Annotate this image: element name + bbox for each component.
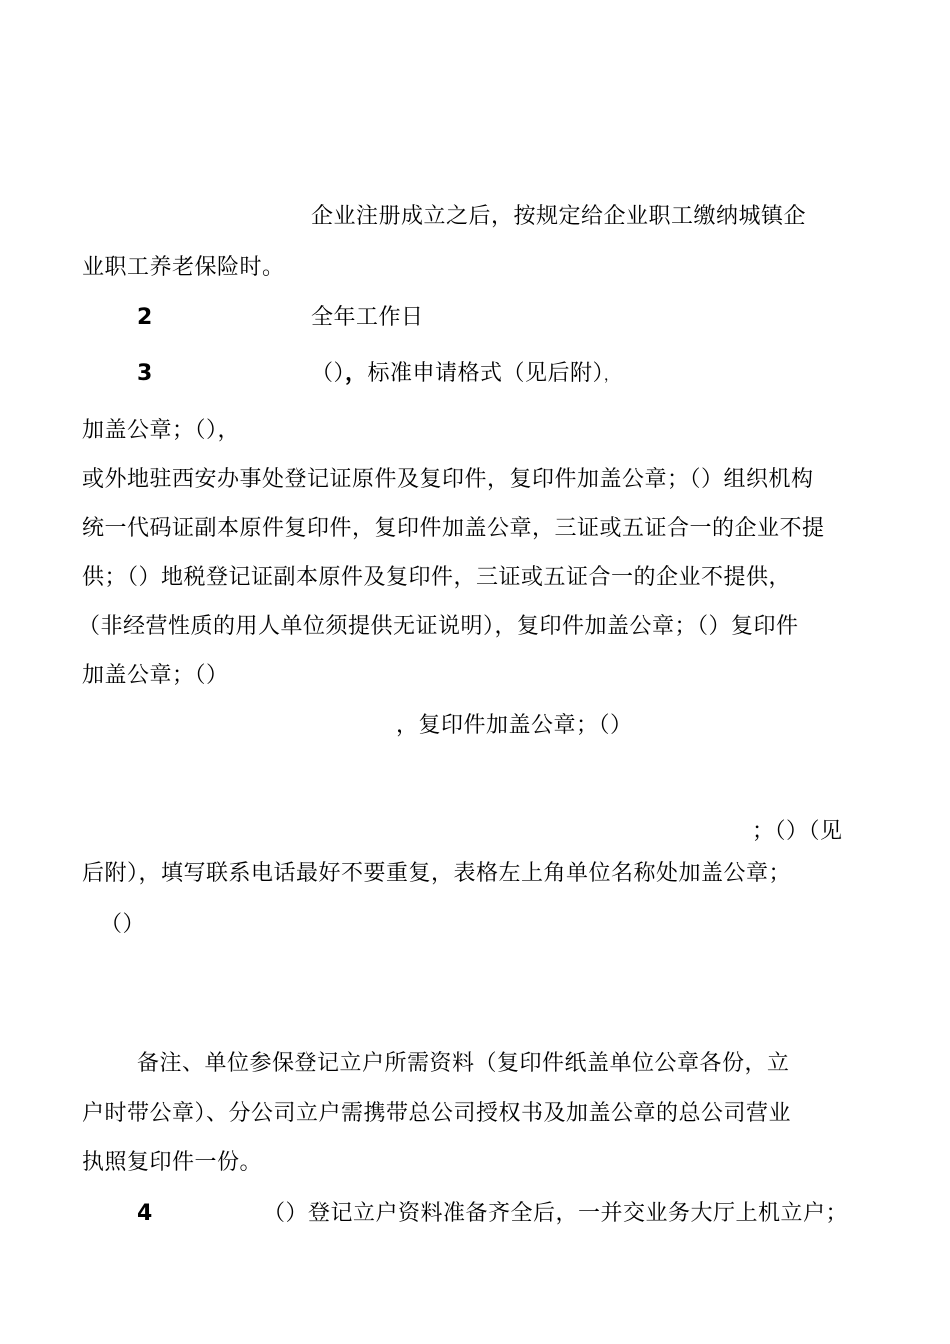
line-d: 供；（）地税登记证副本原件及复印件，三证或五证合一的企业不提供， [82, 565, 792, 590]
item-3-number: 3 [137, 361, 153, 386]
line-i: 后附），填写联系电话最好不要重复，表格左上角单位名称处加盖公章； [82, 861, 792, 886]
line-e: （非经营性质的用人单位须提供无证说明），复印件加盖公章；（）复印件 [78, 614, 799, 639]
line-b: 或外地驻西安办事处登记证原件及复印件，复印件加盖公章；（）组织机构 [82, 467, 814, 492]
paragraph-1-line-1: 企业注册成立之后，按规定给企业职工缴纳城镇企 [311, 204, 807, 229]
item-2-text: 全年工作日 [311, 305, 424, 330]
line-f: 加盖公章；（） [82, 663, 229, 688]
item-3-comma: ， [345, 361, 368, 386]
note-line-1: 备注、单位参保登记立户所需资料（复印件纸盖单位公章各份，立 [137, 1051, 790, 1076]
item-2-number: 2 [137, 305, 153, 330]
item-4-text: （）登记立户资料准备齐全后，一并交业务大厅上机立户； [263, 1201, 849, 1226]
item-3-parens: （） [311, 361, 346, 386]
line-a: 加盖公章；（）， [82, 418, 241, 443]
item-3-tail: ， [604, 368, 619, 384]
line-g: ，复印件加盖公章；（） [396, 713, 633, 738]
paragraph-1-line-2: 业职工养老保险时。 [82, 255, 285, 280]
line-c: 统一代码证副本原件复印件，复印件加盖公章，三证或五证合一的企业不提 [82, 516, 825, 541]
line-j: （） [100, 912, 146, 937]
item-3-desc: 标准申请格式（见后附） [367, 361, 605, 386]
item-3-text [311, 359, 619, 391]
line-h: ；（）（见 [752, 819, 843, 844]
note-line-3: 执照复印件一份。 [82, 1150, 263, 1175]
note-line-2: 户时带公章）、分公司立户需携带总公司授权书及加盖公章的总公司营业 [82, 1101, 792, 1126]
item-4-number: 4 [137, 1201, 153, 1226]
